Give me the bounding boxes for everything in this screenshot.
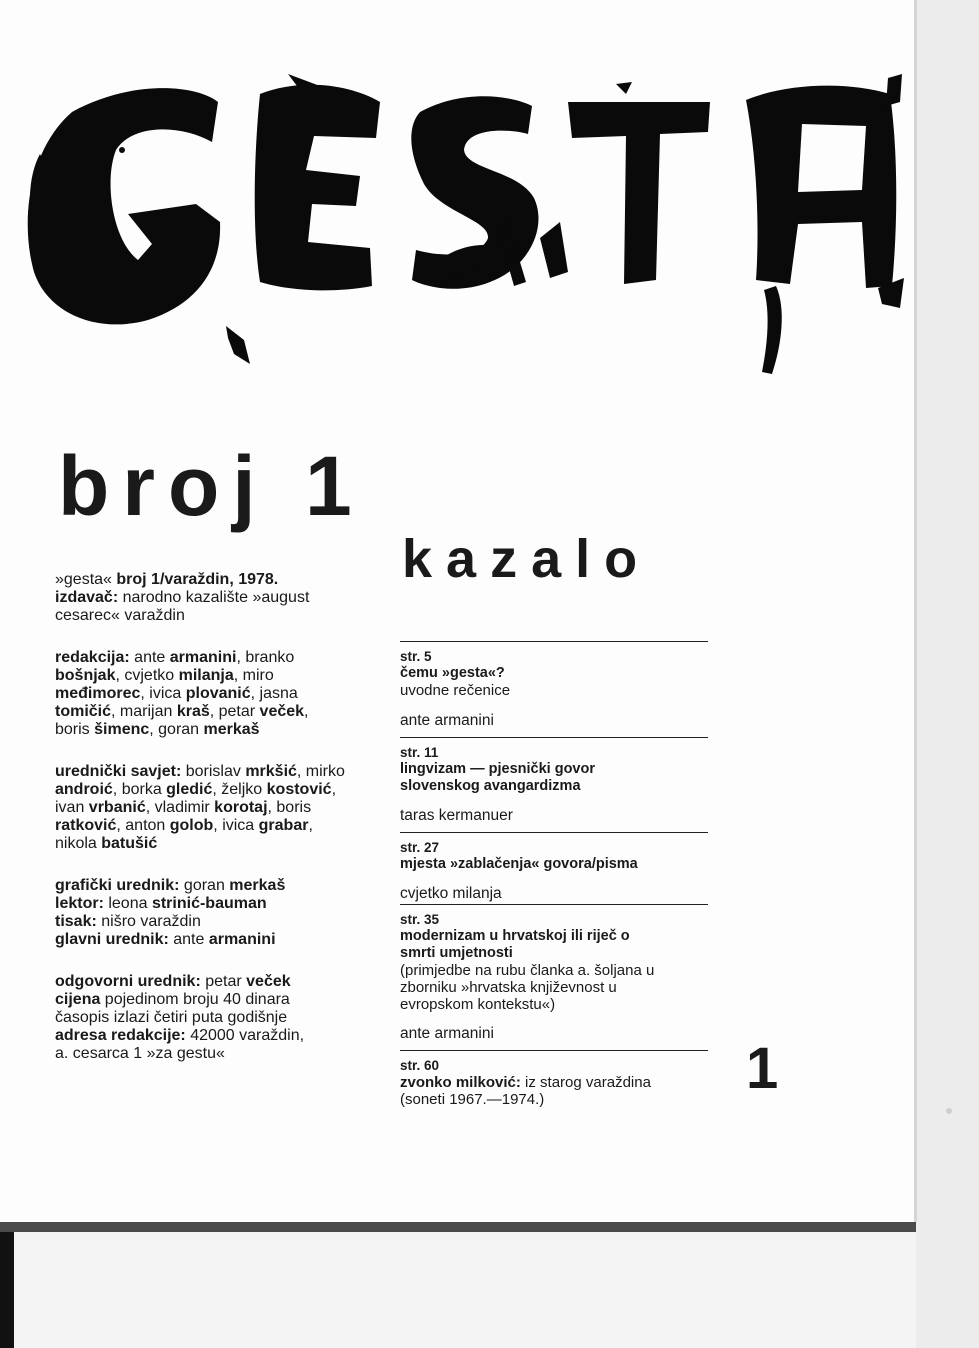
issue-title: broj 1 <box>58 439 365 533</box>
info-block <box>55 571 375 625</box>
info-line <box>55 913 375 931</box>
info-text: , vladimir <box>145 799 215 816</box>
info-bold-text: adresa redakcije: <box>55 1027 186 1044</box>
toc-page-ref: str. 5 <box>400 649 432 664</box>
info-text: , boris <box>267 799 312 816</box>
info-text: , cvjetko <box>115 667 179 684</box>
info-line <box>55 685 375 703</box>
table-of-contents <box>400 641 710 1108</box>
info-bold-text: šimenc <box>94 721 150 738</box>
info-text: , jasna <box>250 685 298 702</box>
info-text: , anton <box>116 817 170 834</box>
info-text: petar <box>200 973 247 990</box>
info-bold-text: tomičić <box>55 703 112 720</box>
page-right-margin <box>916 0 979 1348</box>
info-line <box>55 1009 375 1027</box>
info-bold-text: međimorec <box>55 685 141 702</box>
toc-author-bold: zvonko milković: <box>400 1074 521 1091</box>
toc-rule <box>400 641 708 642</box>
info-line <box>55 931 375 949</box>
info-line <box>55 781 375 799</box>
scan-left-strip <box>0 1232 14 1348</box>
info-line <box>55 589 375 607</box>
toc-entry <box>400 737 710 824</box>
masthead-info <box>55 571 375 1087</box>
info-block <box>55 973 375 1063</box>
toc-entry-title <box>400 1074 710 1091</box>
info-text: leona <box>103 895 152 912</box>
toc-entry-title: lingvizam — pjesnički govor <box>400 761 595 777</box>
info-bold-text: kostović <box>266 781 332 798</box>
info-text: , željko <box>212 781 267 798</box>
info-bold-text: urednički savjet: <box>55 763 182 780</box>
info-text: goran <box>179 877 230 894</box>
info-block <box>55 649 375 739</box>
info-text: ante <box>129 649 170 666</box>
info-text: , borka <box>112 781 167 798</box>
info-bold-text: glavni urednik: <box>55 931 169 948</box>
toc-page-ref: str. 35 <box>400 912 440 927</box>
info-text: , branko <box>236 649 295 666</box>
info-block <box>55 763 375 853</box>
info-bold-text: broj 1 <box>116 571 160 588</box>
info-bold-text: veček <box>246 973 291 990</box>
info-bold-text: cijena <box>55 991 101 1008</box>
info-line <box>55 817 375 835</box>
toc-page-ref: str. 11 <box>400 745 439 760</box>
scan-speck <box>946 1108 952 1114</box>
toc-entry-subtitle: zborniku »hrvatska književnost u <box>400 979 617 996</box>
toc-entry-subtitle: uvodne rečenice <box>400 682 511 699</box>
info-text: borislav <box>181 763 246 780</box>
toc-entry-subtitle: (soneti 1967.—1974.) <box>400 1091 545 1108</box>
info-bold-text: grabar <box>258 817 309 834</box>
info-text: , <box>331 781 337 798</box>
info-bold-text: gledić <box>166 781 213 798</box>
info-bold-text: izdavač: <box>55 589 119 606</box>
info-bold-text: mrkšić <box>245 763 297 780</box>
toc-entry-title: čemu »gesta«? <box>400 665 505 681</box>
toc-entry <box>400 1050 710 1108</box>
info-text: nišro varaždin <box>96 913 201 930</box>
info-line <box>55 877 375 895</box>
info-text: časopis izlazi četiri puta godišnje <box>55 1009 288 1026</box>
info-bold-text: /varaždin, 1978. <box>159 571 279 588</box>
info-bold-text: redakcija: <box>55 649 130 666</box>
info-line <box>55 835 375 853</box>
info-text: , <box>308 817 313 834</box>
info-text: pojedinom broju 40 dinara <box>100 991 290 1008</box>
toc-page-ref: str. 27 <box>400 840 440 855</box>
info-bold-text: veček <box>259 703 305 720</box>
toc-entry-author: taras kermanuer <box>400 807 513 824</box>
toc-entry-author: ante armanini <box>400 1025 494 1042</box>
info-line <box>55 1045 375 1063</box>
info-bold-text: kraš <box>176 703 210 720</box>
page-number: 1 <box>746 1036 779 1101</box>
info-line <box>55 1027 375 1045</box>
toc-entry-author: cvjetko milanja <box>400 885 502 902</box>
info-text: , ivica <box>213 817 259 834</box>
page-bottom-shadow <box>0 1222 916 1232</box>
info-bold-text: merkaš <box>203 721 260 738</box>
info-bold-text: milanja <box>178 667 234 684</box>
info-line <box>55 649 375 667</box>
toc-title-text: iz starog varaždina <box>520 1074 651 1091</box>
toc-entry-title: slovenskog avangardizma <box>400 778 581 794</box>
info-text: , miro <box>233 667 274 684</box>
info-bold-text: grafički urednik: <box>55 877 180 894</box>
info-text: , marijan <box>111 703 177 720</box>
toc-entry <box>400 641 710 729</box>
info-text: , <box>304 703 309 720</box>
info-bold-text: androić <box>55 781 113 798</box>
info-text: nikola <box>55 835 102 852</box>
info-line <box>55 895 375 913</box>
info-text: »gesta« <box>55 571 117 588</box>
info-line <box>55 763 375 781</box>
info-bold-text: golob <box>169 817 214 834</box>
info-bold-text: bošnjak <box>55 667 116 684</box>
info-line <box>55 973 375 991</box>
info-text: , goran <box>149 721 204 738</box>
toc-title: kazalo <box>402 529 652 589</box>
toc-rule <box>400 737 708 738</box>
info-text: boris <box>55 721 95 738</box>
info-text: ivan <box>55 799 89 816</box>
info-line <box>55 799 375 817</box>
info-text: narodno kazalište »august <box>118 589 310 606</box>
toc-entry <box>400 832 710 902</box>
info-line <box>55 991 375 1009</box>
gesta-logo <box>20 72 915 382</box>
info-line <box>55 607 375 625</box>
info-bold-text: batušić <box>101 835 158 852</box>
info-line <box>55 571 375 589</box>
info-bold-text: plovanić <box>185 685 251 702</box>
toc-entry <box>400 904 710 1042</box>
toc-rule <box>400 1050 708 1051</box>
info-text: a. cesarca 1 »za gestu« <box>55 1045 225 1062</box>
info-text: , ivica <box>140 685 186 702</box>
info-text: cesarec« varaždin <box>55 607 185 624</box>
info-text: , mirko <box>296 763 345 780</box>
info-bold-text: tisak: <box>55 913 97 930</box>
info-text: ante <box>168 931 209 948</box>
toc-rule <box>400 832 708 833</box>
toc-rule <box>400 904 708 905</box>
toc-entry-title: mjesta »zablačenja« govora/pisma <box>400 856 638 872</box>
info-bold-text: lektor: <box>55 895 104 912</box>
info-bold-text: odgovorni urednik: <box>55 973 201 990</box>
info-bold-text: ratković <box>55 817 117 834</box>
scan-bottom-area <box>0 1232 916 1348</box>
info-text: 42000 varaždin, <box>185 1027 305 1044</box>
info-line <box>55 721 375 739</box>
info-bold-text: armanini <box>169 649 237 666</box>
info-bold-text: korotaj <box>214 799 268 816</box>
toc-entry-title: smrti umjetnosti <box>400 945 513 961</box>
info-bold-text: merkaš <box>229 877 286 894</box>
info-bold-text: vrbanić <box>88 799 146 816</box>
toc-page-ref: str. 60 <box>400 1058 440 1073</box>
info-bold-text: strinić-bauman <box>151 895 267 912</box>
toc-entry-subtitle: (primjedbe na rubu članka a. šoljana u <box>400 962 655 979</box>
info-block <box>55 877 375 949</box>
toc-entry-subtitle: evropskom kontekstu«) <box>400 996 556 1013</box>
toc-entry-author: ante armanini <box>400 712 494 729</box>
info-line <box>55 703 375 721</box>
info-bold-text: armanini <box>208 931 276 948</box>
toc-entry-title: modernizam u hrvatskoj ili riječ o <box>400 928 630 944</box>
info-text: , petar <box>209 703 260 720</box>
info-line <box>55 667 375 685</box>
